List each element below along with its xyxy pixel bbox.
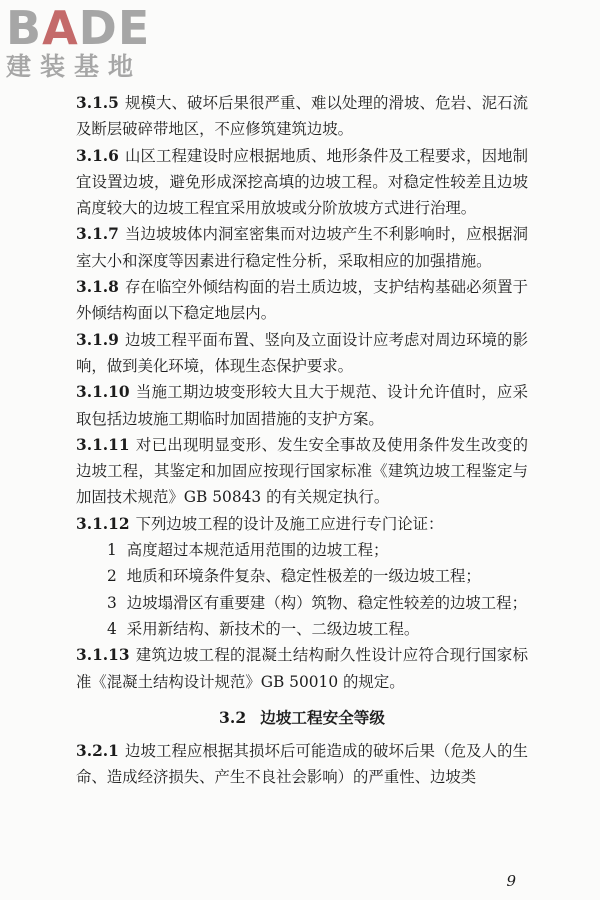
clause-text: 边坡工程应根据其损坏后可能造成的破坏后果（危及人的生命、造成经济损失、产生不良社会影响）的严重性、边坡类: [76, 741, 528, 787]
list-item-number: 1: [107, 541, 117, 560]
clause-3-1-13: [76, 642, 528, 695]
section-heading: [76, 704, 528, 732]
list-item-4: [76, 616, 528, 642]
section-title: 边坡工程安全等级: [260, 707, 385, 727]
clause-3-1-10: [76, 379, 528, 432]
clause-text: 山区工程建设时应根据地质、地形条件及工程要求，因地制宜设置边坡，避免形成深挖高填的边坡工程。对稳定性较差且边坡高度较大的边坡工程宜采用放坡或分阶放坡方式进行治理。: [76, 146, 528, 218]
list-item-text: 高度超过本规范适用范围的边坡工程；: [126, 541, 389, 560]
list-item-number: 4: [107, 619, 117, 638]
section-number: 3.2: [219, 707, 247, 727]
logo-subtitle: 建装基地: [6, 52, 143, 81]
clause-3-1-8: [76, 274, 528, 327]
bade-logo: [6, 1, 176, 82]
clause-3-1-12: [76, 511, 528, 537]
clause-3-1-11: [76, 432, 528, 511]
clause-number: 3.1.5: [76, 94, 119, 112]
document-body: [76, 90, 528, 790]
clause-text: 下列边坡工程的设计及施工应进行专门论证：: [135, 514, 444, 533]
list-item-3: [76, 590, 528, 616]
clause-3-1-7: [76, 221, 528, 274]
clause-text: 当施工期边坡变形较大且大于规范、设计允许值时，应采取包括边坡施工期临时加固措施的支护方案。: [76, 383, 528, 428]
clause-text: 存在临空外倾结构面的岩土质边坡，支护结构基础必须置于外倾结构面以下稳定地层内。: [76, 278, 528, 323]
logo-wordmark: BADE: [6, 1, 151, 55]
clause-3-2-1: [76, 738, 528, 791]
clause-number: 3.1.6: [76, 146, 119, 165]
clause-number: 3.1.8: [76, 278, 119, 297]
clause-3-1-5: [76, 90, 528, 143]
clause-number: 3.1.9: [76, 330, 119, 349]
clause-number: 3.1.10: [76, 383, 130, 402]
clause-number: 3.1.13: [76, 646, 130, 665]
clause-number: 3.1.12: [76, 514, 130, 533]
list-item-text: 采用新结构、新技术的一、二级边坡工程。: [126, 619, 420, 638]
list-item-text: 地质和环境条件复杂、稳定性极差的一级边坡工程；: [126, 567, 481, 586]
clause-text: 边坡工程平面布置、竖向及立面设计应考虑对周边环境的影响，做到美化环境，体现生态保护要求。: [76, 330, 528, 375]
page-number: 9: [506, 872, 516, 890]
clause-text: 当边坡坡体内洞室密集而对边坡产生不利影响时，应根据洞室大小和深度等因素进行稳定性分析，采取相应的加强措施。: [76, 225, 528, 270]
clause-number: 3.2.1: [76, 741, 119, 760]
clause-text: 对已出现明显变形、发生安全事故及使用条件发生改变的边坡工程，其鉴定和加固应按现行国家标准《建筑边坡工程鉴定与加固技术规范》GB 50843 的有关规定执行。: [76, 435, 528, 507]
clause-3-1-6: [76, 143, 528, 222]
list-item-2: [76, 563, 528, 589]
clause-text: 规模大、破坏后果很严重、难以处理的滑坡、危岩、泥石流及断层破碎带地区，不应修筑建筑边坡。: [76, 94, 528, 139]
clause-number: 3.1.7: [76, 225, 119, 244]
clause-text: 建筑边坡工程的混凝土结构耐久性设计应符合现行国家标准《混凝土结构设计规范》GB 50010 的规定。: [76, 646, 528, 691]
clause-3-1-9: [76, 327, 528, 380]
list-item-1: [76, 537, 528, 563]
list-item-number: 2: [107, 567, 117, 586]
list-item-number: 3: [107, 593, 117, 612]
list-item-text: 边坡塌滑区有重要建（构）筑物、稳定性较差的边坡工程；: [126, 593, 527, 612]
clause-number: 3.1.11: [76, 435, 130, 454]
